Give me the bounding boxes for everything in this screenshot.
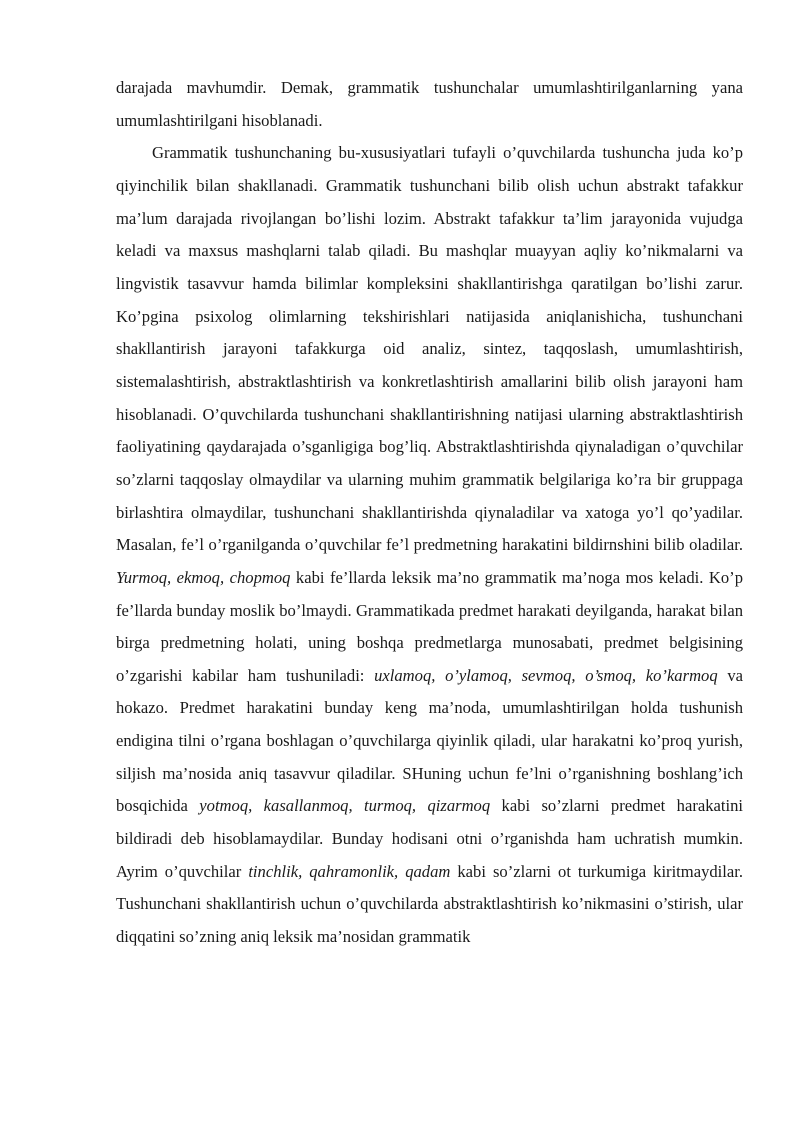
text-run: va hokazo. Predmet harakatini bunday keng ma’noda, umumlashtirilgan holda tushunish endigina tilni o’rgana boshlagan o’quvchilarga qiyinlik qiladi, ular harakatni ko’proq yurish, siljish ma’nosida aniq tasavvur qiladilar. SHuning uchun fe’lni o’rganishning boshlang’ich bosqichida bbox=[116, 665, 744, 816]
text-run: kabi fe’llarda leksik ma’no grammatik ma’noga mos keladi. Ko’p fe’llarda bunday moslik bo’lmaydi. Grammatikada predmet harakati deyilganda, harakat bilan birga predmetning holati, uning boshqa predmetlarga munosabati, predmet belgisining o’zgarishi kabilar ham tushuniladi: bbox=[116, 567, 743, 685]
text-run: darajada mavhumdir. Demak, grammatik tushunchalar umumlashtirilganlarning yana umumlashtirilgani hisoblanadi. bbox=[116, 78, 743, 130]
text-run: kabi so’zlarni ot turkumiga kiritmaydilar. Tushunchani shakllantirish uchun o’quvchilarda abstraktlashtirish ko’nikmasini o’stirish, ular diqqatini so’zning aniq leksik ma’nosidan grammatik bbox=[116, 861, 744, 947]
paragraph bbox=[116, 137, 743, 953]
italic-text-run: uxlamoq, o’ylamoq, sevmoq, o’smoq, ko’karmoq bbox=[374, 665, 718, 685]
italic-text-run: yotmoq, kasallanmoq, turmoq, qizarmoq bbox=[199, 796, 491, 816]
paragraph bbox=[116, 72, 743, 137]
italic-text-run: Yurmoq, ekmoq, chopmoq bbox=[116, 567, 291, 587]
body-text bbox=[116, 72, 743, 954]
text-run: kabi so’zlarni predmet harakatini bildiradi deb hisoblamaydilar. Bunday hodisani otni o’rganishda ham uchratish mumkin. Ayrim o’quvchilar bbox=[116, 796, 743, 881]
text-run: Grammatik tushunchaning bu-xususiyatlari tufayli o’quvchilarda tushuncha juda ko’p qiyinchilik bilan shakllanadi. Grammatik tushunchani bilib olish uchun abstrakt tafakkur ma’lum darajada rivojlangan bo’lishi lozim. Abstrakt tafakkur ta’lim jarayonida vujudga keladi va maxsus mashqlarni talab qiladi. Bu mashqlar muayyan aqliy ko’nikmalarni va lingvistik tasavvur hamda bilimlar kompleksini shakllantirishga qaratilgan bo’lishi zarur. Ko’pgina psixolog olimlarning tekshirishlari natijasida aniqlanishicha, tushunchani shakllantirish jarayoni tafakkurga oid analiz, sintez, taqqoslash, umumlashtirish, sistemalashtirish, abstraktlashtirish va konkretlashtirish amallarini bilib olish jarayoni ham hisoblanadi. O’quvchilarda tushunchani shakllantirishning natijasi ularning abstraktlashtirish faoliyatining qaydarajada o’sganligiga bog’liq. Abstraktlashtirishda qiynaladigan o’quvchilar so’zlarni taqqoslay olmaydilar va ularning muhim grammatik belgilariga ko’ra bir gruppaga birlashtira olmaydilar, tushunchani shakllantirishda qiynaladilar va xatoga yo’l qo’yadilar. Masalan, fe’l o’rganilganda o’quvchilar fe’l predmetning harakatini bildirnshini bilib oladilar. bbox=[116, 143, 743, 555]
italic-text-run: tinchlik, qahramonlik, qadam bbox=[248, 861, 451, 881]
